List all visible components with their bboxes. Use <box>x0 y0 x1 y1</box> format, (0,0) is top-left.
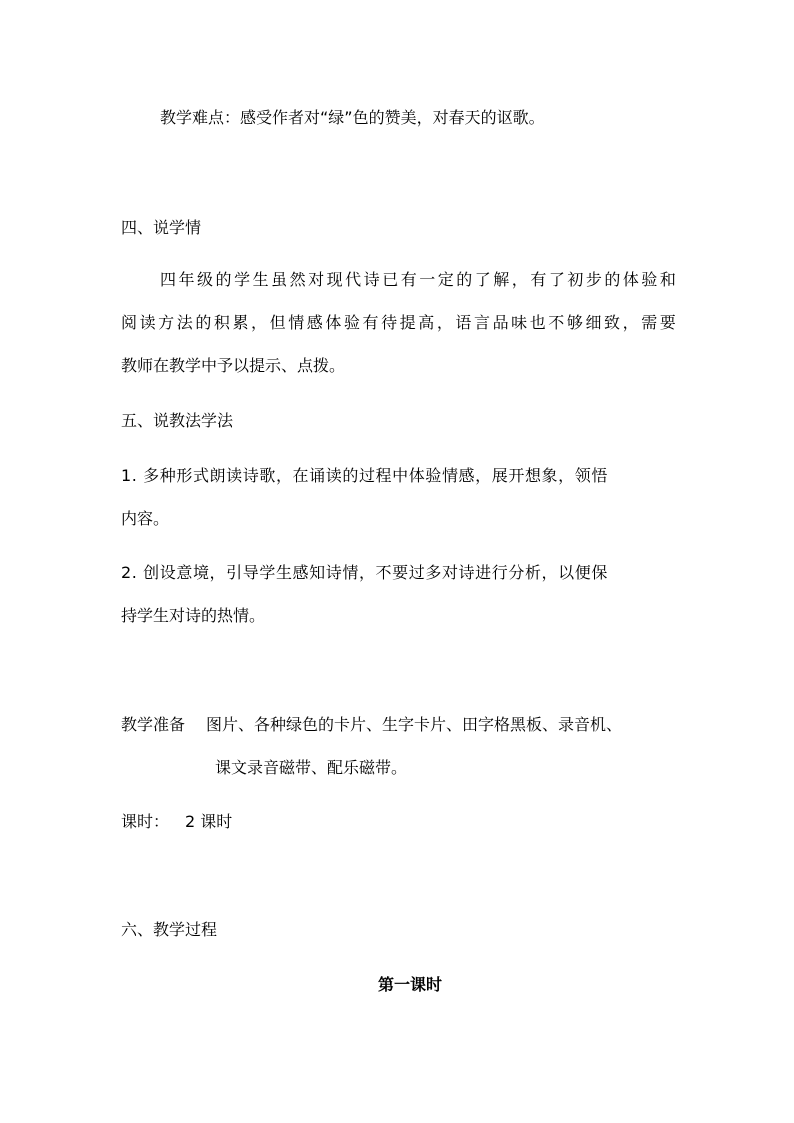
section-4-para-line-1: 四 年 级 的 学 生 虽 然 对 现 代 诗 已 有 一 定 的 了 解 ， 有 了 初 步 的 体 验 和 <box>160 270 676 289</box>
section-5-heading: 五、说教法学法 <box>121 411 234 430</box>
section-6-heading: 六、教学过程 <box>121 920 218 939</box>
section-4-para-line-3: 教师在教学中予以提示、点拨。 <box>121 356 346 375</box>
hours-label: 课时： <box>121 812 170 831</box>
preparation-line-1: 图片、各种绿色的卡片、生字卡片、田字格黑板、录音机、 <box>206 715 623 734</box>
section-4-para-line-2: 阅 读 方 法 的 积 累 ， 但 情 感 体 验 有 待 提 高 ， 语 言 品 味 也 不 够 细 致 ， 需 要 <box>121 313 676 332</box>
section-5-item-1-line-1: 1. 多种形式朗读诗歌，在诵读的过程中体验情感，展开想象，领悟 <box>121 466 608 485</box>
section-5-item-1-line-2: 内容。 <box>121 509 170 528</box>
section-4-heading: 四、说学情 <box>121 218 202 237</box>
hours-value: 2 课时 <box>185 812 233 831</box>
section-5-item-2-line-2: 持学生对诗的热情。 <box>121 606 266 625</box>
section-5-item-2-line-1: 2. 创设意境，引导学生感知诗情，不要过多对诗进行分析，以便保 <box>121 563 608 582</box>
preparation-label: 教学准备 <box>121 715 186 734</box>
first-lesson-subheading: 第一课时 <box>378 975 443 994</box>
preparation-line-2: 课文录音磁带、配乐磁带。 <box>215 758 408 777</box>
teaching-difficulty: 教学难点：感受作者对“绿”色的赞美，对春天的讴歌。 <box>160 108 545 127</box>
